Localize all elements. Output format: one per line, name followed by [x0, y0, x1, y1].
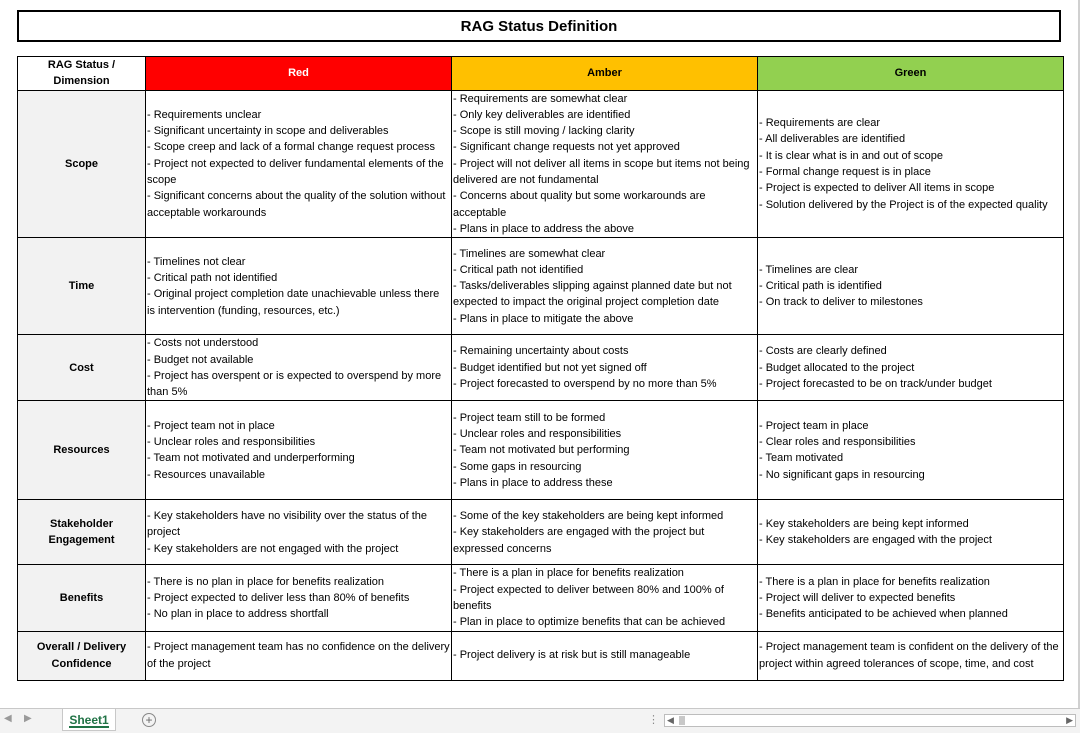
dimension-cell[interactable]: Stakeholder Engagement	[18, 500, 146, 565]
table-row	[18, 401, 1064, 500]
criteria-line: - Costs not understood	[147, 337, 259, 350]
criteria-line: - Benefits anticipated to be achieved when planned	[759, 608, 1008, 621]
scroll-tabs-left-icon[interactable]: ◀	[4, 713, 12, 724]
green-criteria-cell[interactable]	[758, 401, 1064, 500]
criteria-line: - Plans in place to address the above	[453, 222, 635, 235]
dimension-cell[interactable]: Cost	[18, 335, 146, 401]
criteria-line: - Team not motivated and underperforming	[147, 452, 355, 465]
criteria-line: - Scope creep and lack of a formal change request process	[147, 141, 435, 154]
scroll-right-icon[interactable]: ▶	[1066, 715, 1073, 725]
green-criteria-cell[interactable]	[758, 335, 1064, 401]
criteria-line: - Project team not in place	[147, 419, 275, 432]
red-criteria-cell[interactable]	[146, 90, 452, 238]
tab-split-handle-icon[interactable]: ⋮	[648, 714, 660, 726]
criteria-line: - Requirements are somewhat clear	[453, 92, 628, 105]
criteria-line: - Requirements are clear	[759, 117, 881, 130]
table-row	[18, 238, 1064, 335]
red-criteria-cell[interactable]	[146, 565, 452, 631]
criteria-line: - Project forecasted to be on track/under budget	[759, 378, 992, 390]
criteria-line: - Project management team is confident on the delivery of the project within agreed tolerances of scope, time, and cost	[759, 641, 1059, 670]
criteria-line: - Project expected to deliver less than 80% of benefits	[147, 591, 410, 604]
amber-criteria-cell[interactable]	[452, 631, 758, 680]
horizontal-scrollbar[interactable]	[664, 714, 1076, 727]
criteria-line: - Unclear roles and responsibilities	[147, 436, 316, 449]
criteria-line: - Plans in place to address these	[453, 476, 613, 489]
criteria-line: - No significant gaps in resourcing	[759, 468, 925, 481]
header-amber[interactable]: Amber	[452, 57, 758, 91]
header-dimension[interactable]: RAG Status / Dimension	[18, 57, 146, 91]
amber-criteria-cell[interactable]	[452, 90, 758, 238]
criteria-line: - Project will deliver to expected benefits	[759, 591, 956, 604]
scroll-tabs-right-icon[interactable]: ▶	[24, 713, 32, 724]
red-criteria-cell[interactable]	[146, 238, 452, 335]
criteria-line: - Plans in place to mitigate the above	[453, 312, 634, 325]
rag-table	[17, 56, 1064, 681]
criteria-line: - Project will not deliver all items in scope but items not being delivered are not fundamental	[453, 157, 750, 187]
dimension-cell[interactable]: Scope	[18, 90, 146, 238]
criteria-line: - Key stakeholders are not engaged with the project	[147, 542, 399, 555]
criteria-line: - Timelines are clear	[759, 263, 859, 276]
criteria-line: - Some gaps in resourcing	[453, 460, 582, 473]
sheet-title[interactable]: RAG Status Definition	[17, 10, 1061, 42]
criteria-line: - Tasks/deliverables slipping against planned date but not expected to impact the original project completion date	[453, 280, 732, 309]
criteria-line: - Budget identified but not yet signed off	[453, 361, 647, 374]
criteria-line: - Project expected to deliver between 80% and 100% of benefits	[453, 583, 724, 613]
red-criteria-cell[interactable]	[146, 631, 452, 680]
tab-sheet1[interactable]: Sheet1	[62, 709, 116, 731]
green-criteria-cell[interactable]	[758, 565, 1064, 631]
criteria-line: - Critical path not identified	[147, 271, 278, 284]
criteria-line: - On track to deliver to milestones	[759, 296, 923, 309]
red-criteria-cell[interactable]	[146, 401, 452, 500]
criteria-line: - Timelines are somewhat clear	[453, 247, 606, 260]
red-criteria-cell[interactable]	[146, 335, 452, 401]
criteria-line: - There is no plan in place for benefits realization	[147, 575, 385, 588]
criteria-line: - Budget not available	[147, 353, 254, 366]
table-row	[18, 500, 1064, 565]
amber-criteria-cell[interactable]	[452, 401, 758, 500]
criteria-line: - Critical path is identified	[759, 280, 882, 293]
criteria-line: - Project team still to be formed	[453, 411, 606, 424]
criteria-line: - Key stakeholders have no visibility over the status of the project	[147, 510, 428, 539]
criteria-line: - Plan in place to optimize benefits that can be achieved	[453, 616, 726, 629]
criteria-line: - Key stakeholders are engaged with the project	[759, 534, 992, 547]
criteria-line: - Team not motivated but performing	[453, 444, 630, 457]
criteria-line: - Remaining uncertainty about costs	[453, 345, 629, 358]
criteria-line: - Timelines not clear	[147, 255, 246, 268]
criteria-line: - Requirements unclear	[147, 108, 262, 121]
criteria-line: - Critical path not identified	[453, 263, 584, 276]
criteria-line: - Scope is still moving / lacking clarity	[453, 125, 635, 138]
scroll-thumb[interactable]	[679, 716, 685, 725]
amber-criteria-cell[interactable]	[452, 565, 758, 631]
table-row	[18, 90, 1064, 238]
criteria-line: - Project has overspent or is expected to overspend by more than 5%	[147, 369, 442, 399]
dimension-cell[interactable]: Overall / Delivery Confidence	[18, 631, 146, 680]
criteria-line: - Team motivated	[759, 452, 844, 465]
amber-criteria-cell[interactable]	[452, 238, 758, 335]
table-row	[18, 335, 1064, 401]
criteria-line: - Clear roles and responsibilities	[759, 436, 916, 449]
amber-criteria-cell[interactable]	[452, 500, 758, 565]
criteria-line: - Significant change requests not yet approved	[453, 141, 680, 154]
criteria-line: - Project team in place	[759, 419, 869, 432]
criteria-line: - Significant uncertainty in scope and deliverables	[147, 125, 389, 138]
dimension-cell[interactable]: Time	[18, 238, 146, 335]
green-criteria-cell[interactable]	[758, 500, 1064, 565]
criteria-line: - Project delivery is at risk but is still manageable	[453, 649, 691, 662]
criteria-line: - Key stakeholders are being kept informed	[759, 518, 969, 531]
green-criteria-cell[interactable]	[758, 631, 1064, 680]
header-green[interactable]: Green	[758, 57, 1064, 91]
criteria-line: - All deliverables are identified	[759, 133, 906, 146]
criteria-line: - Solution delivered by the Project is of the expected quality	[759, 198, 1048, 211]
criteria-line: - There is a plan in place for benefits realization	[453, 567, 684, 580]
criteria-line: - Project is expected to deliver All items in scope	[759, 182, 995, 195]
table-row	[18, 565, 1064, 631]
criteria-line: - Formal change request is in place	[759, 165, 931, 178]
criteria-line: - Unclear roles and responsibilities	[453, 428, 622, 440]
criteria-line: - There is a plan in place for benefits realization	[759, 575, 990, 588]
green-criteria-cell[interactable]	[758, 90, 1064, 238]
criteria-line: - Resources unavailable	[147, 468, 266, 481]
criteria-line: - Project management team has no confidence on the delivery of the project	[147, 641, 450, 670]
scroll-left-icon[interactable]: ◀	[667, 715, 674, 725]
criteria-line: - Key stakeholders are engaged with the project but expressed concerns	[453, 526, 705, 555]
criteria-line: - Project not expected to deliver fundamental elements of the scope	[147, 157, 444, 187]
table-row	[18, 631, 1064, 680]
criteria-line: - No plan in place to address shortfall	[147, 608, 329, 621]
amber-criteria-cell[interactable]	[452, 335, 758, 401]
dimension-cell[interactable]: Resources	[18, 401, 146, 500]
criteria-line: - Costs are clearly defined	[759, 345, 887, 358]
dimension-cell[interactable]: Benefits	[18, 565, 146, 631]
criteria-line: - Original project completion date unachievable unless there is intervention (funding, resources, etc.)	[147, 288, 440, 317]
criteria-line: - Significant concerns about the quality of the solution without acceptable workarounds	[147, 190, 446, 219]
criteria-line: - Budget allocated to the project	[759, 361, 915, 374]
add-sheet-icon[interactable]: +	[142, 713, 156, 727]
sheet-tab-bar	[0, 708, 1080, 733]
green-criteria-cell[interactable]	[758, 238, 1064, 335]
criteria-line: - It is clear what is in and out of scope	[759, 149, 944, 162]
criteria-line: - Some of the key stakeholders are being kept informed	[453, 510, 724, 522]
criteria-line: - Only key deliverables are identified	[453, 108, 631, 121]
criteria-line: - Concerns about quality but some workarounds are acceptable	[453, 190, 706, 219]
header-red[interactable]: Red	[146, 57, 452, 91]
red-criteria-cell[interactable]	[146, 500, 452, 565]
criteria-line: - Project forecasted to overspend by no more than 5%	[453, 378, 717, 390]
